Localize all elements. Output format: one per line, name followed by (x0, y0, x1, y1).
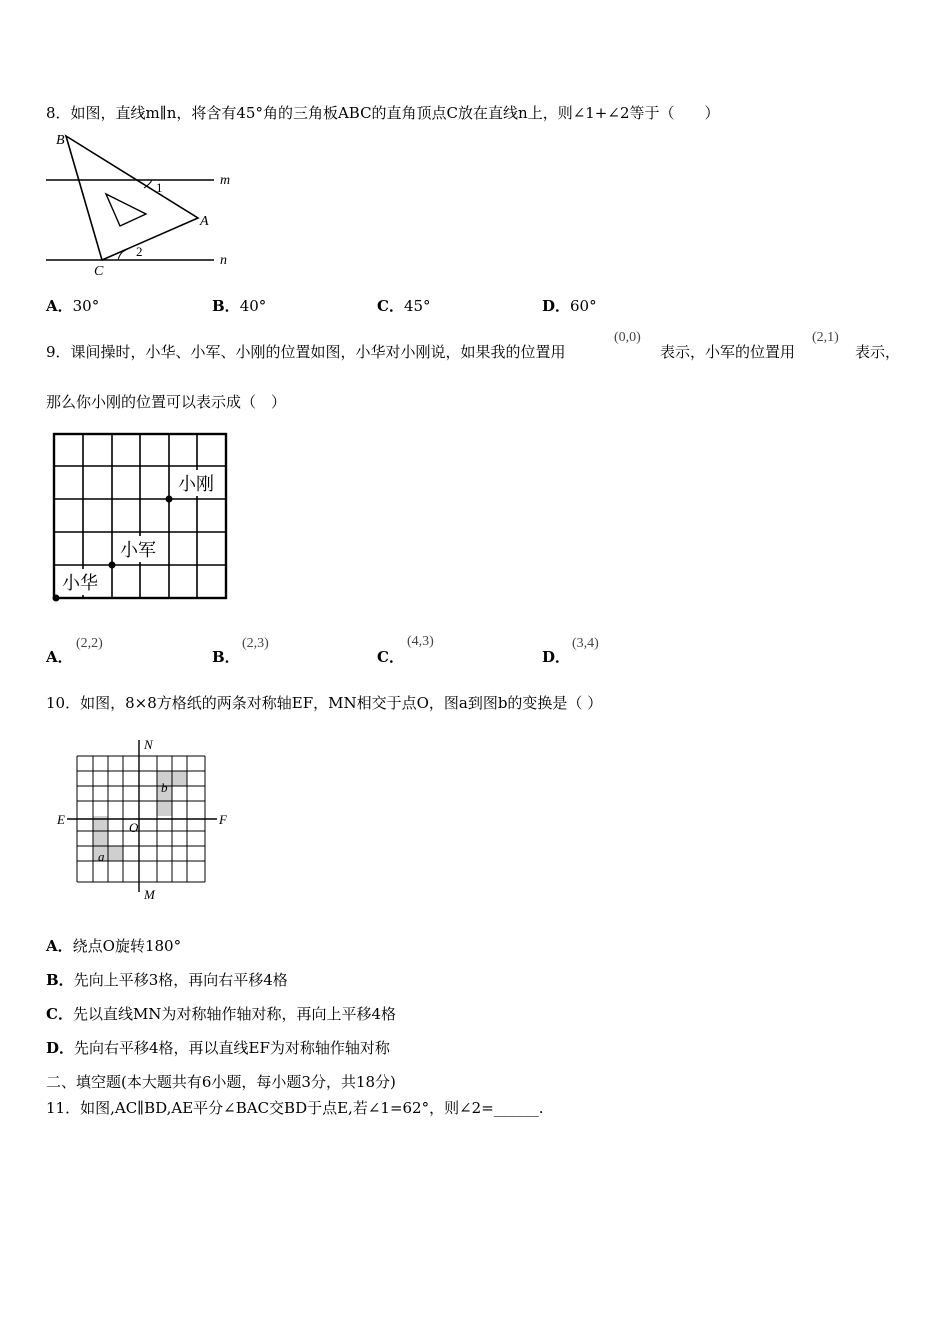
q8-option-a[interactable] (46, 295, 99, 316)
q8-label-1: 1 (156, 180, 163, 195)
q9-option-d-value: (3,4) (572, 636, 599, 651)
q8-option-b[interactable] (212, 295, 266, 316)
q8-figure (40, 128, 240, 278)
option-value: 30° (72, 297, 100, 315)
q9-label-xiaojun: 小军 (120, 540, 156, 560)
option-value: 45° (403, 297, 431, 315)
option-label: D． (542, 648, 571, 666)
option-value: 60° (570, 297, 597, 315)
q8-label-2: 2 (136, 244, 143, 259)
option-value: 先向右平移4格，再以直线EF为对称轴作轴对称 (74, 1039, 390, 1057)
q9-text-part3: 表示， (855, 343, 901, 361)
q8-option-c[interactable] (377, 295, 431, 316)
q9-coord-1: (0,0) (614, 330, 641, 345)
q8-label-b: B (56, 133, 65, 148)
q9-option-b[interactable] (212, 646, 240, 667)
q9-option-c[interactable] (377, 646, 404, 667)
q9-option-a-value: (2,2) (76, 636, 103, 651)
q9-option-d[interactable] (542, 646, 570, 667)
q9-coord-2: (2,1) (812, 330, 839, 345)
q10-option-a[interactable] (46, 935, 181, 956)
q9-option-c-value: (4,3) (407, 634, 434, 649)
q8-label-a: A (200, 214, 209, 229)
q9-label-xiaogang: 小刚 (178, 474, 214, 494)
q8-label-n: n (220, 253, 227, 268)
option-label: A． (46, 297, 73, 315)
q11-text: 11．如图,AC∥BD,AE平分∠BAC交BD于点E,若∠1=62°，则∠2=______. (46, 1099, 544, 1117)
option-label: A． (46, 648, 73, 666)
option-label: D． (46, 1039, 75, 1057)
q8-option-d[interactable] (542, 295, 597, 316)
q10-label-o: O (129, 820, 139, 835)
option-label: D． (542, 297, 571, 315)
option-label: C． (377, 648, 404, 666)
section-heading: 二、填空题(本大题共有6小题，每小题3分，共18分) (46, 1073, 396, 1091)
option-label: C． (377, 297, 404, 315)
option-label: B． (212, 648, 240, 666)
q9-option-b-value: (2,3) (242, 636, 269, 651)
option-value: 绕点O旋转180° (72, 937, 182, 955)
q9-option-a[interactable] (46, 646, 73, 667)
q9-label-xiaohua: 小华 (62, 573, 98, 593)
option-label: B． (46, 971, 74, 989)
option-label: C． (46, 1005, 73, 1023)
q10-text: 10．如图，8×8方格纸的两条对称轴EF，MN相交于点O，图a到图b的变换是（ ） (46, 694, 603, 712)
q10-grid-figure (55, 735, 235, 905)
q8-label-m: m (220, 173, 231, 188)
option-label: A． (46, 937, 73, 955)
q10-option-d[interactable] (46, 1037, 390, 1058)
option-value: 先向上平移3格，再向右平移4格 (73, 971, 288, 989)
q10-label-f: F (219, 812, 227, 827)
option-label: B． (212, 297, 240, 315)
option-value: 先以直线MN为对称轴作轴对称，再向上平移4格 (72, 1005, 396, 1023)
q10-option-b[interactable] (46, 969, 288, 990)
q10-label-b: b (161, 780, 168, 795)
q8-label-c: C (94, 264, 104, 278)
q10-label-n: N (144, 737, 153, 752)
option-value: 40° (239, 297, 267, 315)
q10-label-e: E (57, 812, 65, 827)
q9-text-part1: 9．课间操时，小华、小军、小刚的位置如图，小华对小刚说，如果我的位置用 (46, 343, 566, 361)
q10-option-c[interactable] (46, 1003, 396, 1024)
q10-label-m: M (144, 887, 155, 902)
q9-text-part2: 表示，小军的位置用 (660, 343, 796, 361)
q10-label-a: a (98, 849, 105, 864)
q9-grid-figure (50, 430, 235, 605)
q9-text-line2: 那么你小刚的位置可以表示成（ ） (46, 393, 287, 411)
q8-text: 8．如图，直线m∥n，将含有45°角的三角板ABC的直角顶点C放在直线n上，则∠1+∠2等于（ ） (46, 104, 720, 122)
